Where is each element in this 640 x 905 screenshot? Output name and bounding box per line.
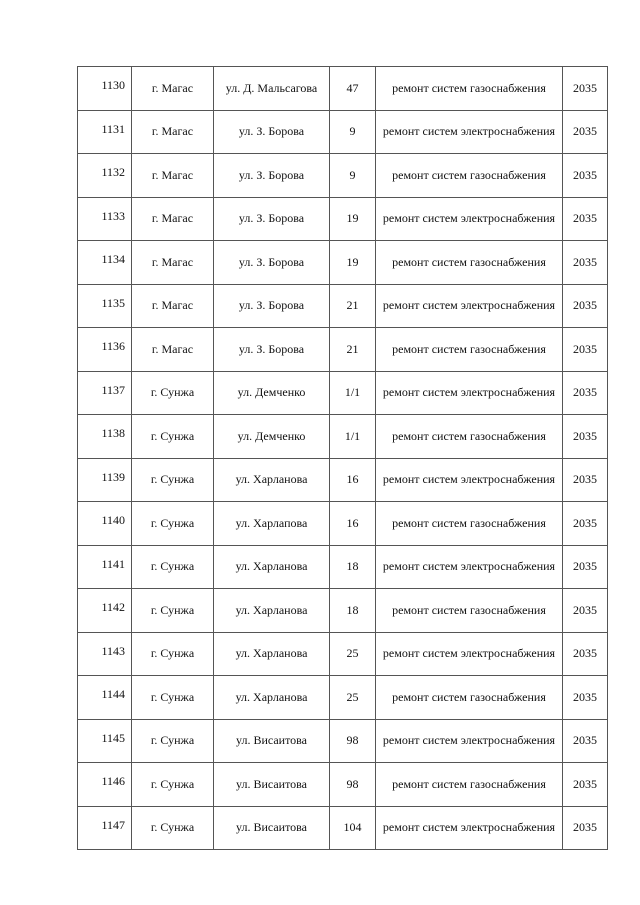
street-cell: ул. З. Борова: [214, 110, 330, 154]
work-type-cell: ремонт систем электроснабжения: [376, 110, 563, 154]
street-cell: ул. З. Борова: [214, 328, 330, 372]
table-row: [78, 328, 608, 372]
work-type-cell: ремонт систем газоснабжения: [376, 328, 563, 372]
house-number-cell: 18: [330, 589, 376, 633]
row-number-cell: 1142: [78, 589, 132, 633]
year-cell: 2035: [563, 458, 608, 502]
row-number-cell: 1138: [78, 415, 132, 459]
table-row: [78, 763, 608, 807]
work-type-cell: ремонт систем электроснабжения: [376, 719, 563, 763]
street-cell: ул. З. Борова: [214, 284, 330, 328]
street-cell: ул. Висаитова: [214, 719, 330, 763]
city-cell: г. Сунжа: [132, 806, 214, 850]
house-number-cell: 1/1: [330, 415, 376, 459]
table-row: [78, 67, 608, 111]
row-number-cell: 1146: [78, 763, 132, 807]
table-row: [78, 371, 608, 415]
year-cell: 2035: [563, 284, 608, 328]
house-number-cell: 16: [330, 502, 376, 546]
city-cell: г. Сунжа: [132, 545, 214, 589]
work-type-cell: ремонт систем электроснабжения: [376, 806, 563, 850]
work-type-cell: ремонт систем газоснабжения: [376, 241, 563, 285]
row-number-cell: 1131: [78, 110, 132, 154]
house-number-cell: 16: [330, 458, 376, 502]
street-cell: ул. Харланова: [214, 545, 330, 589]
table-row: [78, 458, 608, 502]
street-cell: ул. Висаитова: [214, 763, 330, 807]
city-cell: г. Магас: [132, 241, 214, 285]
table-row: [78, 197, 608, 241]
street-cell: ул. Харланова: [214, 676, 330, 720]
house-number-cell: 104: [330, 806, 376, 850]
work-type-cell: ремонт систем электроснабжения: [376, 458, 563, 502]
city-cell: г. Сунжа: [132, 371, 214, 415]
table-row: [78, 545, 608, 589]
row-number-cell: 1136: [78, 328, 132, 372]
table-row: [78, 676, 608, 720]
house-number-cell: 98: [330, 763, 376, 807]
row-number-cell: 1144: [78, 676, 132, 720]
year-cell: 2035: [563, 676, 608, 720]
house-number-cell: 21: [330, 328, 376, 372]
city-cell: г. Сунжа: [132, 632, 214, 676]
repair-schedule-table: [77, 66, 608, 850]
house-number-cell: 19: [330, 241, 376, 285]
row-number-cell: 1139: [78, 458, 132, 502]
row-number-cell: 1145: [78, 719, 132, 763]
table-row: [78, 806, 608, 850]
house-number-cell: 1/1: [330, 371, 376, 415]
city-cell: г. Сунжа: [132, 502, 214, 546]
city-cell: г. Магас: [132, 328, 214, 372]
work-type-cell: ремонт систем электроснабжения: [376, 632, 563, 676]
street-cell: ул. Д. Мальсагова: [214, 67, 330, 111]
street-cell: ул. Харланова: [214, 458, 330, 502]
house-number-cell: 9: [330, 154, 376, 198]
year-cell: 2035: [563, 67, 608, 111]
city-cell: г. Сунжа: [132, 676, 214, 720]
year-cell: 2035: [563, 110, 608, 154]
city-cell: г. Сунжа: [132, 763, 214, 807]
table-row: [78, 110, 608, 154]
year-cell: 2035: [563, 154, 608, 198]
city-cell: г. Сунжа: [132, 458, 214, 502]
table-row: [78, 415, 608, 459]
row-number-cell: 1130: [78, 67, 132, 111]
city-cell: г. Магас: [132, 284, 214, 328]
house-number-cell: 25: [330, 632, 376, 676]
row-number-cell: 1137: [78, 371, 132, 415]
year-cell: 2035: [563, 545, 608, 589]
work-type-cell: ремонт систем газоснабжения: [376, 415, 563, 459]
work-type-cell: ремонт систем электроснабжения: [376, 284, 563, 328]
city-cell: г. Магас: [132, 154, 214, 198]
street-cell: ул. Висаитова: [214, 806, 330, 850]
table-row: [78, 589, 608, 633]
row-number-cell: 1132: [78, 154, 132, 198]
table-body: [78, 67, 608, 850]
row-number-cell: 1135: [78, 284, 132, 328]
city-cell: г. Магас: [132, 110, 214, 154]
row-number-cell: 1134: [78, 241, 132, 285]
street-cell: ул. Харланова: [214, 589, 330, 633]
work-type-cell: ремонт систем электроснабжения: [376, 197, 563, 241]
street-cell: ул. Демченко: [214, 371, 330, 415]
year-cell: 2035: [563, 328, 608, 372]
city-cell: г. Сунжа: [132, 589, 214, 633]
year-cell: 2035: [563, 197, 608, 241]
year-cell: 2035: [563, 763, 608, 807]
work-type-cell: ремонт систем газоснабжения: [376, 67, 563, 111]
table-row: [78, 632, 608, 676]
city-cell: г. Сунжа: [132, 719, 214, 763]
street-cell: ул. Харланова: [214, 632, 330, 676]
street-cell: ул. Харлапова: [214, 502, 330, 546]
work-type-cell: ремонт систем газоснабжения: [376, 763, 563, 807]
house-number-cell: 21: [330, 284, 376, 328]
work-type-cell: ремонт систем газоснабжения: [376, 154, 563, 198]
street-cell: ул. З. Борова: [214, 154, 330, 198]
street-cell: ул. Демченко: [214, 415, 330, 459]
work-type-cell: ремонт систем электроснабжения: [376, 371, 563, 415]
work-type-cell: ремонт систем электроснабжения: [376, 545, 563, 589]
row-number-cell: 1141: [78, 545, 132, 589]
work-type-cell: ремонт систем газоснабжения: [376, 589, 563, 633]
table-row: [78, 284, 608, 328]
street-cell: ул. З. Борова: [214, 197, 330, 241]
year-cell: 2035: [563, 415, 608, 459]
work-type-cell: ремонт систем газоснабжения: [376, 676, 563, 720]
city-cell: г. Магас: [132, 197, 214, 241]
work-type-cell: ремонт систем газоснабжения: [376, 502, 563, 546]
house-number-cell: 47: [330, 67, 376, 111]
city-cell: г. Сунжа: [132, 415, 214, 459]
table-row: [78, 502, 608, 546]
year-cell: 2035: [563, 371, 608, 415]
house-number-cell: 9: [330, 110, 376, 154]
year-cell: 2035: [563, 589, 608, 633]
house-number-cell: 25: [330, 676, 376, 720]
row-number-cell: 1147: [78, 806, 132, 850]
year-cell: 2035: [563, 502, 608, 546]
row-number-cell: 1133: [78, 197, 132, 241]
house-number-cell: 98: [330, 719, 376, 763]
house-number-cell: 18: [330, 545, 376, 589]
year-cell: 2035: [563, 806, 608, 850]
row-number-cell: 1143: [78, 632, 132, 676]
year-cell: 2035: [563, 241, 608, 285]
table-row: [78, 241, 608, 285]
house-number-cell: 19: [330, 197, 376, 241]
table-row: [78, 154, 608, 198]
street-cell: ул. З. Борова: [214, 241, 330, 285]
year-cell: 2035: [563, 632, 608, 676]
row-number-cell: 1140: [78, 502, 132, 546]
year-cell: 2035: [563, 719, 608, 763]
table-row: [78, 719, 608, 763]
city-cell: г. Магас: [132, 67, 214, 111]
